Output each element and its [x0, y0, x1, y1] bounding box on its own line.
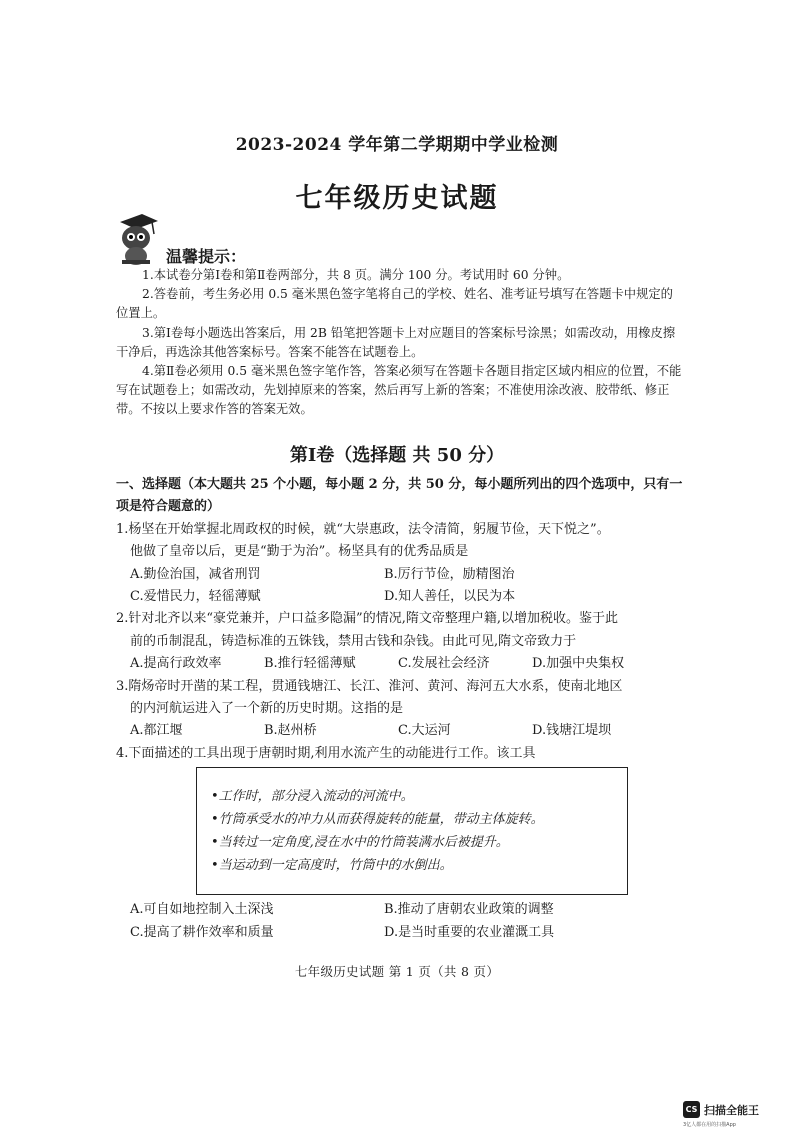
question-2-options [116, 653, 684, 675]
question-4-options-row1 [116, 898, 684, 921]
page-footer: 七年级历史试题 第 1 页（共 8 页） [294, 964, 500, 979]
question-1-options-row1 [116, 564, 684, 586]
section-instruction: 一、选择题（本大题共 25 个小题，每小题 2 分，共 50 分，每小题所列出的四个选项中，只有一项是符合题意的） [116, 477, 683, 515]
option-a: A.可自如地控制入土深浅 [130, 902, 274, 917]
question-4-description-box [196, 767, 628, 895]
exam-subject-title: 七年级历史试题 [295, 183, 499, 214]
option-d: D.是当时重要的农业灌溉工具 [384, 925, 555, 940]
question-2-stem-cont: 前的币制混乱，铸造标准的五铢钱，禁用古钱和杂钱。由此可见,隋文帝致力于 [130, 633, 577, 649]
camscanner-logo: CS [683, 1101, 700, 1118]
option-a: A.勤俭治国，减省刑罚 [130, 566, 261, 582]
option-b: B.厉行节俭，励精图治 [384, 566, 515, 582]
tip-item: 4.第Ⅱ卷必须用 0.5 毫米黑色签字笔作答，答案必须写在答题卡各题目指定区域内相应的位置，不能写在试题卷上；如需改动，先划掉原来的答案，然后再写上新的答案；不准使用涂改液、胶带纸、修正带。不按以上要求作答的答案无效。 [116, 364, 682, 417]
option-d: D.加强中央集权 [532, 656, 625, 672]
tips-list [116, 266, 682, 420]
description-line: •竹筒承受水的冲力从而获得旋转的能量，带动主体旋转。 [211, 812, 544, 827]
question-3-stem: 3.隋炀帝时开凿的某工程，贯通钱塘江、长江、淮河、黄河、海河五大水系，使南北地区 [116, 678, 623, 694]
description-line: •当转过一定角度,浸在水中的竹筒装满水后被提升。 [211, 835, 509, 850]
question-2-stem: 2.针对北齐以来“豪党兼并，户口益多隐漏”的情况,隋文帝整理户籍,以增加税收。鉴于此 [116, 611, 618, 627]
option-c: C.爱惜民力，轻徭薄赋 [130, 589, 261, 605]
tip-item: 1.本试卷分第Ⅰ卷和第Ⅱ卷两部分，共 8 页。满分 100 分。考试用时 60 分钟。 [142, 268, 570, 282]
tips-title: 温馨提示： [166, 247, 247, 266]
question-4-options [116, 898, 684, 944]
mascot-scholar-icon [112, 212, 160, 266]
option-d: D.钱塘江堤坝 [532, 723, 612, 739]
question-4-stem: 4.下面描述的工具出现于唐朝时期,利用水流产生的动能进行工作。该工具 [116, 745, 536, 761]
question-3-stem-cont: 的内河航运进入了一个新的历史时期。这指的是 [130, 701, 404, 717]
option-d: D.知人善任，以民为本 [384, 589, 516, 605]
section-title: 第Ⅰ卷（选择题 共 50 分） [289, 445, 505, 466]
tip-item: 3.第Ⅰ卷每小题选出答案后，用 2B 铅笔把答题卡上对应题目的答案标号涂黑；如需改动，用橡皮擦干净后，再选涂其他答案标号。答案不能答在试题卷上。 [116, 325, 676, 359]
scanner-app-name: 扫描全能王 [704, 1103, 759, 1117]
question-1-stem-cont: 他做了皇帝以后，更是“勤于为治”。杨坚具有的优秀品质是 [130, 544, 469, 560]
description-line: •当运动到一定高度时，竹筒中的水倒出。 [211, 858, 453, 873]
option-a: A.都江堰 [130, 723, 183, 739]
option-b: B.赵州桥 [264, 723, 317, 739]
option-c: C.发展社会经济 [398, 656, 490, 672]
option-c: C.大运河 [398, 723, 451, 739]
description-line: •工作时，部分浸入流动的河流中。 [211, 789, 414, 804]
question-3-options [116, 720, 684, 742]
scanner-tagline: 3亿人都在用的扫描App [683, 1122, 736, 1128]
question-1-stem: 1.杨坚在开始掌握北周政权的时候，就“大崇惠政，法令清简，躬履节俭，天下悦之”。 [116, 521, 610, 537]
questions [116, 474, 684, 765]
scanner-watermark [683, 1101, 759, 1118]
option-c: C.提高了耕作效率和质量 [130, 925, 274, 940]
tip-item: 2.答卷前，考生务必用 0.5 毫米黑色签字笔将自己的学校、姓名、准考证号填写在答题卡中规定的位置上。 [116, 287, 673, 321]
option-b: B.推行轻徭薄赋 [264, 656, 356, 672]
question-4-options-row2 [116, 921, 684, 944]
option-b: B.推动了唐朝农业政策的调整 [384, 902, 554, 917]
option-a: A.提高行政效率 [130, 656, 222, 672]
question-1-options-row2 [116, 586, 684, 608]
exam-period-title: 2023-2024 学年第二学期期中学业检测 [235, 135, 559, 155]
